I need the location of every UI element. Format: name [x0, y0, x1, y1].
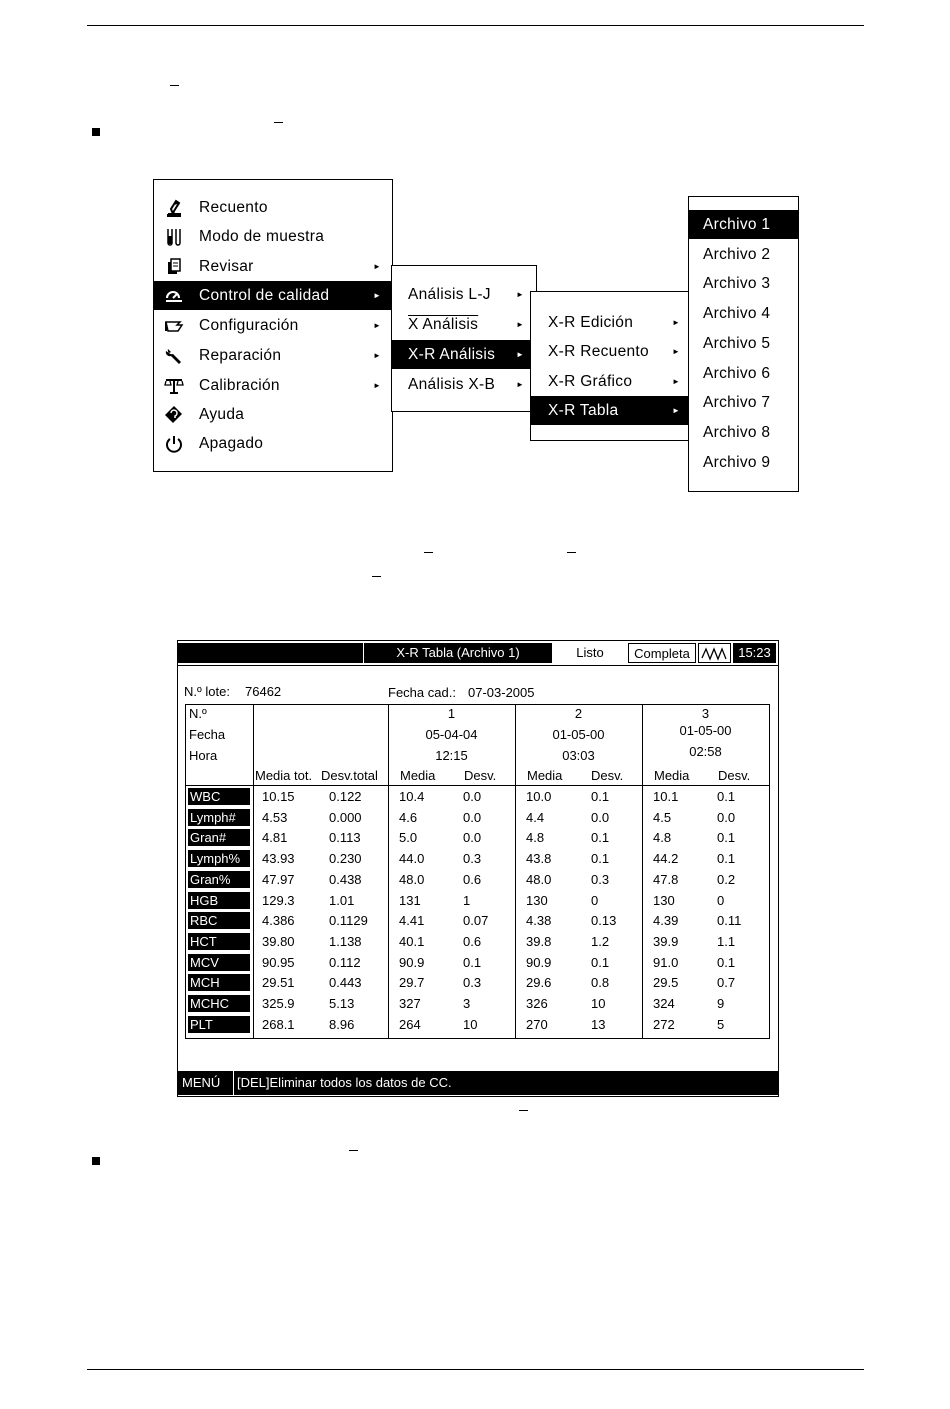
- title-bar: [178, 641, 778, 665]
- table-cell: 4.81: [262, 830, 288, 846]
- table-cell: 0.0: [717, 809, 736, 825]
- microscope-icon: [164, 198, 184, 218]
- xr-table-screen: [177, 640, 779, 1097]
- param-label: WBC: [188, 788, 250, 805]
- run-1-time: 12:15: [435, 748, 468, 763]
- bottom-rule: [87, 1369, 864, 1370]
- table-cell: 0.07: [463, 913, 489, 929]
- clock: 15:23: [733, 643, 776, 663]
- qc-icon: [164, 286, 184, 306]
- submenu-arrow-icon: ►: [373, 321, 382, 330]
- param-label: PLT: [188, 1016, 250, 1033]
- menu-item-configuracion[interactable]: Configuración ►: [154, 311, 392, 340]
- menu-item-xr-tabla[interactable]: X-R Tabla ►: [531, 396, 689, 425]
- col-sd-total: Desv.total: [321, 768, 378, 783]
- table-cell: 0.1: [591, 851, 610, 867]
- run-2-col-sd: Desv.: [591, 768, 624, 783]
- table-cell: 4.8: [653, 830, 672, 846]
- submenu-arrow-icon: ►: [672, 318, 681, 327]
- menu-item-xr-recuento[interactable]: X-R Recuento ►: [531, 337, 689, 366]
- table-cell: 0.0: [463, 830, 482, 846]
- run-3-col-mean: Media: [654, 768, 690, 783]
- table-cell: 47.8: [653, 871, 679, 887]
- run-3-date: 01-05-00: [679, 723, 732, 738]
- table-cell: 4.53: [262, 809, 288, 825]
- file-label: Archivo 8: [703, 423, 771, 441]
- test-tubes-icon: [164, 227, 184, 247]
- menu-item-archivo-5[interactable]: [689, 329, 798, 358]
- menu-item-x-analisis[interactable]: X Análisis ►: [392, 310, 536, 339]
- qc-submenu: [391, 265, 537, 412]
- table-cell: 1.138: [329, 933, 362, 949]
- run-1-col-mean: Media: [400, 768, 436, 783]
- header-divider: [186, 785, 769, 786]
- table-cell: 40.1: [399, 933, 425, 949]
- table-cell: 0.1: [717, 851, 736, 867]
- table-cell: 29.51: [262, 975, 295, 991]
- table-cell: 4.41: [399, 913, 425, 929]
- submenu-arrow-icon: ►: [516, 320, 525, 329]
- table-cell: 1.01: [329, 892, 355, 908]
- file-label: Archivo 5: [703, 334, 771, 352]
- table-cell: 48.0: [399, 871, 425, 887]
- table-cell: 10.4: [399, 789, 425, 804]
- col-mean-total: Media tot.: [255, 768, 313, 783]
- file-label: Archivo 1: [703, 216, 771, 233]
- table-cell: 0.6: [463, 871, 482, 887]
- file-submenu: [688, 196, 799, 492]
- run-2-col-mean: Media: [527, 768, 563, 783]
- table-cell: 90.95: [262, 954, 295, 970]
- setup-icon: [164, 316, 184, 336]
- table-cell: 44.2: [653, 851, 679, 867]
- table-cell: 0.1: [591, 954, 610, 970]
- param-label: Gran#: [188, 829, 250, 846]
- exp-value: 07-03-2005: [468, 685, 535, 700]
- run-2-time: 03:03: [562, 748, 595, 763]
- menu-item-archivo-3[interactable]: [689, 269, 798, 298]
- table-cell: 90.9: [399, 954, 425, 970]
- table-cell: 4.5: [653, 809, 672, 825]
- power-icon: [164, 434, 184, 454]
- table-cell: 0.8: [591, 975, 610, 991]
- bullet-marker: [92, 1157, 100, 1165]
- table-cell: 47.97: [262, 871, 295, 887]
- table-cell: 0.1: [717, 789, 736, 804]
- menu-item-archivo-7[interactable]: [689, 388, 798, 417]
- submenu-arrow-icon: ►: [516, 290, 525, 299]
- table-cell: 0.3: [463, 975, 482, 991]
- table-cell: 0.11: [717, 913, 742, 929]
- param-label: HGB: [188, 892, 250, 909]
- table-cell: 0.1129: [329, 913, 368, 929]
- table-cell: 1: [463, 892, 471, 908]
- table-cell: 264: [399, 1016, 421, 1032]
- table-cell: 0.3: [463, 851, 482, 867]
- mode-indicator: Completa: [628, 643, 696, 663]
- table-cell: 0.1: [591, 830, 610, 846]
- table-cell: 0.0: [463, 789, 482, 804]
- table-cell: 4.386: [262, 913, 295, 929]
- table-cell: 0.230: [329, 851, 362, 867]
- help-icon: [164, 405, 184, 425]
- table-cell: 8.96: [329, 1016, 355, 1032]
- submenu-arrow-icon: ►: [373, 291, 382, 300]
- table-cell: 1.2: [591, 933, 610, 949]
- table-cell: 0.7: [717, 975, 736, 991]
- title-bar-blank: [178, 643, 363, 663]
- submenu-arrow-icon: ►: [373, 351, 382, 360]
- table-cell: 5.13: [329, 996, 355, 1011]
- run-2-no: 2: [574, 706, 583, 721]
- overbar-mark: [424, 552, 433, 553]
- table-cell: 3: [463, 996, 471, 1011]
- table-cell: 29.7: [399, 975, 425, 991]
- param-label: MCH: [188, 974, 250, 991]
- status-divider: [233, 1071, 234, 1095]
- table-cell: 10.15: [262, 789, 295, 804]
- lot-label: N.º lote:: [184, 684, 230, 699]
- table-cell: 1.1: [717, 933, 736, 949]
- table-cell: 0.13: [591, 913, 617, 929]
- table-cell: 48.0: [526, 871, 552, 887]
- table-cell: 324: [653, 996, 675, 1011]
- results-table: [185, 704, 770, 1039]
- menu-item-archivo-8[interactable]: [689, 418, 798, 447]
- param-label: Lymph#: [188, 809, 250, 826]
- submenu-arrow-icon: ►: [672, 377, 681, 386]
- table-cell: 326: [526, 996, 548, 1011]
- table-cell: 0.1: [717, 954, 736, 970]
- run-3-no: 3: [701, 706, 710, 721]
- table-cell: 10: [591, 996, 606, 1011]
- table-cell: 4.6: [399, 809, 418, 825]
- file-label: Archivo 2: [703, 245, 771, 263]
- param-label: Gran%: [188, 871, 250, 888]
- table-cell: 39.9: [653, 933, 679, 949]
- overbar-mark: [519, 1110, 528, 1111]
- xr-submenu: [530, 291, 690, 441]
- table-cell: 0.2: [717, 871, 736, 887]
- table-cell: 0.438: [329, 871, 362, 887]
- balance-icon: [164, 376, 184, 396]
- overbar-mark: [567, 552, 576, 553]
- menu-item-archivo-2[interactable]: [689, 240, 798, 269]
- file-label: Archivo 4: [703, 305, 771, 323]
- hint-text: [DEL]Eliminar todos los datos de CC.: [237, 1075, 452, 1090]
- table-cell: 5.0: [399, 830, 418, 846]
- file-label: Archivo 7: [703, 394, 771, 412]
- exp-label: Fecha cad.:: [388, 685, 456, 700]
- table-cell: 13: [591, 1016, 606, 1032]
- table-cell: 9: [717, 996, 725, 1011]
- menu-key-label[interactable]: MENÚ: [182, 1075, 221, 1090]
- table-cell: 270: [526, 1016, 548, 1032]
- table-cell: 130: [526, 892, 548, 908]
- bullet-marker: [92, 128, 100, 136]
- header-no-label: N.º: [189, 706, 207, 721]
- file-label: Archivo 9: [703, 453, 771, 471]
- table-cell: 4.38: [526, 913, 552, 929]
- table-cell: 44.0: [399, 851, 425, 867]
- table-cell: 5: [717, 1016, 725, 1032]
- overbar-mark: [372, 576, 381, 577]
- table-cell: 0: [717, 892, 725, 908]
- header-time-label: Hora: [189, 748, 218, 763]
- table-cell: 39.8: [526, 933, 552, 949]
- table-cell: 10.0: [526, 789, 552, 804]
- overbar-mark: [349, 1150, 358, 1151]
- table-cell: 325.9: [262, 996, 295, 1011]
- submenu-arrow-icon: ►: [373, 381, 382, 390]
- menu-item-reparacion[interactable]: Reparación ►: [154, 341, 392, 370]
- status-bar: [178, 1071, 778, 1095]
- table-cell: 0.6: [463, 933, 482, 949]
- menu-item-modo-muestra[interactable]: Modo de muestra: [154, 222, 392, 251]
- table-cell: 39.80: [262, 933, 295, 949]
- table-cell: 4.39: [653, 913, 679, 929]
- file-label: Archivo 3: [703, 275, 771, 293]
- table-cell: 131: [399, 892, 421, 908]
- table-cell: 10: [463, 1016, 478, 1032]
- menu-item-revisar[interactable]: Revisar ►: [154, 252, 392, 281]
- param-label: Lymph%: [188, 850, 250, 867]
- table-cell: 0.1: [717, 830, 736, 846]
- menu-item-archivo-1[interactable]: [689, 210, 798, 239]
- table-cell: 0.3: [591, 871, 610, 887]
- table-cell: 129.3: [262, 892, 295, 908]
- menu-item-archivo-6[interactable]: [689, 359, 798, 388]
- table-cell: 0.000: [329, 809, 362, 825]
- param-label: MCV: [188, 954, 250, 971]
- screen-title: X-R Tabla (Archivo 1): [364, 643, 552, 663]
- table-cell: 0.113: [329, 830, 361, 846]
- run-2-date: 01-05-00: [552, 727, 605, 742]
- table-cell: 0.122: [329, 789, 362, 804]
- submenu-arrow-icon: ►: [373, 262, 382, 271]
- menu-item-xr-edicion[interactable]: X-R Edición ►: [531, 308, 689, 337]
- submenu-arrow-icon: ►: [516, 350, 525, 359]
- column-divider: [253, 705, 254, 1038]
- run-1-date: 05-04-04: [425, 727, 478, 742]
- header-date-label: Fecha: [189, 727, 226, 742]
- main-menu: [153, 179, 393, 472]
- param-label: HCT: [188, 933, 250, 950]
- menu-item-analisis-lj[interactable]: Análisis L-J ►: [392, 280, 536, 309]
- table-cell: 0.112: [329, 954, 361, 970]
- table-cell: 268.1: [262, 1016, 295, 1032]
- table-cell: 4.8: [526, 830, 545, 846]
- table-cell: 327: [399, 996, 421, 1011]
- submenu-arrow-icon: ►: [516, 380, 525, 389]
- run-3-time: 02:58: [689, 744, 722, 759]
- param-label: MCHC: [188, 995, 250, 1012]
- review-icon: [164, 257, 184, 277]
- menu-item-archivo-4[interactable]: [689, 299, 798, 328]
- status-text: Listo: [576, 645, 604, 660]
- menu-item-control-calidad[interactable]: Control de calidad ►: [154, 281, 392, 310]
- table-cell: 0.0: [463, 809, 482, 825]
- menu-item-xr-grafico[interactable]: X-R Gráfico ►: [531, 367, 689, 396]
- table-cell: 43.8: [526, 851, 552, 867]
- run-3-col-sd: Desv.: [718, 768, 751, 783]
- menu-item-archivo-9[interactable]: [689, 448, 798, 477]
- table-cell: 0: [591, 892, 599, 908]
- menu-item-analisis-xb[interactable]: Análisis X-B ►: [392, 370, 536, 399]
- table-cell: 4.4: [526, 809, 545, 825]
- table-cell: 90.9: [526, 954, 552, 970]
- menu-item-xr-analisis[interactable]: X-R Análisis ►: [392, 340, 536, 369]
- table-cell: 0.0: [591, 809, 610, 825]
- wave-icon: [698, 643, 731, 663]
- param-label: RBC: [188, 912, 250, 929]
- table-cell: 91.0: [653, 954, 679, 970]
- file-label: Archivo 6: [703, 364, 771, 382]
- overbar-mark: [170, 85, 179, 86]
- top-rule: [87, 25, 864, 26]
- lot-value: 76462: [245, 684, 282, 699]
- table-cell: 43.93: [262, 851, 295, 867]
- table-cell: 272: [653, 1016, 675, 1032]
- menu-item-apagado[interactable]: Apagado: [154, 429, 392, 458]
- table-cell: 29.6: [526, 975, 552, 991]
- menu-item-recuento[interactable]: Recuento: [154, 193, 392, 222]
- overbar-mark: [274, 122, 283, 123]
- menu-item-ayuda[interactable]: Ayuda: [154, 400, 392, 429]
- table-cell: 0.443: [329, 975, 362, 991]
- table-cell: 29.5: [653, 975, 679, 991]
- table-cell: 0.1: [463, 954, 482, 970]
- run-1-col-sd: Desv.: [464, 768, 497, 783]
- table-cell: 0.1: [591, 789, 610, 804]
- wrench-icon: [164, 346, 184, 366]
- title-underline: [178, 665, 778, 666]
- table-cell: 130: [653, 892, 675, 908]
- submenu-arrow-icon: ►: [672, 347, 681, 356]
- submenu-arrow-icon: ►: [672, 406, 681, 415]
- table-cell: 10.1: [653, 789, 679, 804]
- run-1-no: 1: [447, 706, 456, 721]
- menu-item-calibracion[interactable]: Calibración ►: [154, 371, 392, 400]
